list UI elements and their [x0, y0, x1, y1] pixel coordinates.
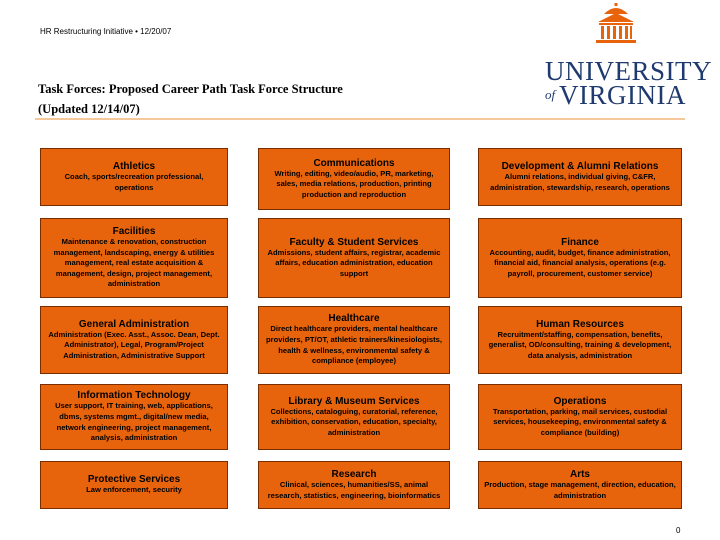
task-force-research: [258, 461, 450, 509]
box-desc: Recruitment/staffing, compensation, benefits, generalist, OD/consulting, training & development, data analysis, administration: [488, 329, 672, 360]
box-title: Protective Services: [87, 474, 181, 486]
box-desc: Alumni relations, individual giving, C&FR, administration, stewardship, research, operations: [490, 171, 670, 192]
logo-virginia: VIRGINIA: [559, 80, 686, 110]
box-desc: Law enforcement, security: [86, 485, 182, 495]
task-force-communications: [258, 148, 450, 210]
task-force-facilities: [40, 218, 228, 298]
task-force-human-resources: [478, 306, 682, 374]
box-title: Facilities: [112, 226, 156, 238]
box-title: Research: [331, 468, 377, 480]
box-title: Finance: [561, 236, 599, 248]
task-force-athletics: [40, 148, 228, 206]
box-desc: Accounting, audit, budget, finance administration, financial aid, financial analysis, operations (e.g. payroll, procurement, customer service): [489, 247, 671, 278]
box-title: General Administration: [78, 318, 190, 330]
task-force-healthcare: [258, 306, 450, 374]
box-title: Healthcare: [328, 313, 380, 325]
box-title: Library & Museum Services: [288, 395, 420, 407]
box-title: Development & Alumni Relations: [501, 160, 659, 172]
header-note: HR Restructuring Initiative • 12/20/07: [40, 27, 172, 36]
box-title: Operations: [553, 395, 607, 407]
page-title: [38, 79, 343, 119]
title-line-1: Task Forces: Proposed Career Path Task Force Structure: [38, 82, 343, 96]
task-force-development: [478, 148, 682, 206]
box-desc: Admissions, student affairs, registrar, academic affairs, education administration, education support: [267, 247, 441, 278]
box-title: Arts: [569, 468, 590, 480]
box-title: Faculty & Student Services: [289, 236, 419, 248]
divider: [35, 118, 685, 120]
task-force-arts: [478, 461, 682, 509]
box-desc: Administration (Exec. Asst., Assoc. Dean, Dept. Administrator), Legal, Program/Project Administration, Administrative Support: [48, 329, 220, 360]
box-desc: Maintenance & renovation, construction management, landscaping, energy & utilities management, real estate acquisition & management, design, project management, administration: [53, 237, 215, 289]
box-title: Athletics: [112, 160, 156, 172]
task-force-it: [40, 384, 228, 450]
page-number: 0: [676, 526, 681, 535]
box-desc: User support, IT training, web, applications, dbms, systems mgmt., digital/new media, network engineering, project management, analysis, administration: [55, 401, 213, 443]
uva-logo: [545, 14, 712, 110]
logo-of: of: [545, 87, 556, 102]
task-force-operations: [478, 384, 682, 450]
task-force-library-museum: [258, 384, 450, 450]
task-force-faculty-student: [258, 218, 450, 298]
box-desc: Writing, editing, video/audio, PR, marketing, sales, media relations, production, printing production and reproduction: [274, 168, 434, 199]
box-desc: Clinical, sciences, humanities/SS, animal research, statistics, engineering, bioinformatics: [267, 479, 441, 500]
box-title: Human Resources: [536, 318, 624, 330]
box-desc: Transportation, parking, mail services, custodial services, housekeeping, environmental safety & compliance (building): [492, 406, 668, 437]
title-line-2: (Updated 12/14/07): [38, 102, 140, 116]
box-desc: Coach, sports/recreation professional, operations: [64, 171, 204, 192]
box-desc: Direct healthcare providers, mental healthcare providers, PT/OT, athletic trainers/kinesiologists, health & wellness, environmental safety & compliance (employee): [266, 324, 442, 366]
box-title: Communications: [313, 157, 395, 169]
logo-university: UNIVERSITY: [545, 56, 712, 86]
task-force-finance: [478, 218, 682, 298]
task-force-general-admin: [40, 306, 228, 374]
box-desc: Production, stage management, direction, education, administration: [484, 479, 676, 500]
box-desc: Collections, cataloguing, curatorial, reference, exhibition, conservation, education, specialty, administration: [270, 406, 438, 437]
box-title: Information Technology: [77, 390, 191, 402]
task-force-protective: [40, 461, 228, 509]
